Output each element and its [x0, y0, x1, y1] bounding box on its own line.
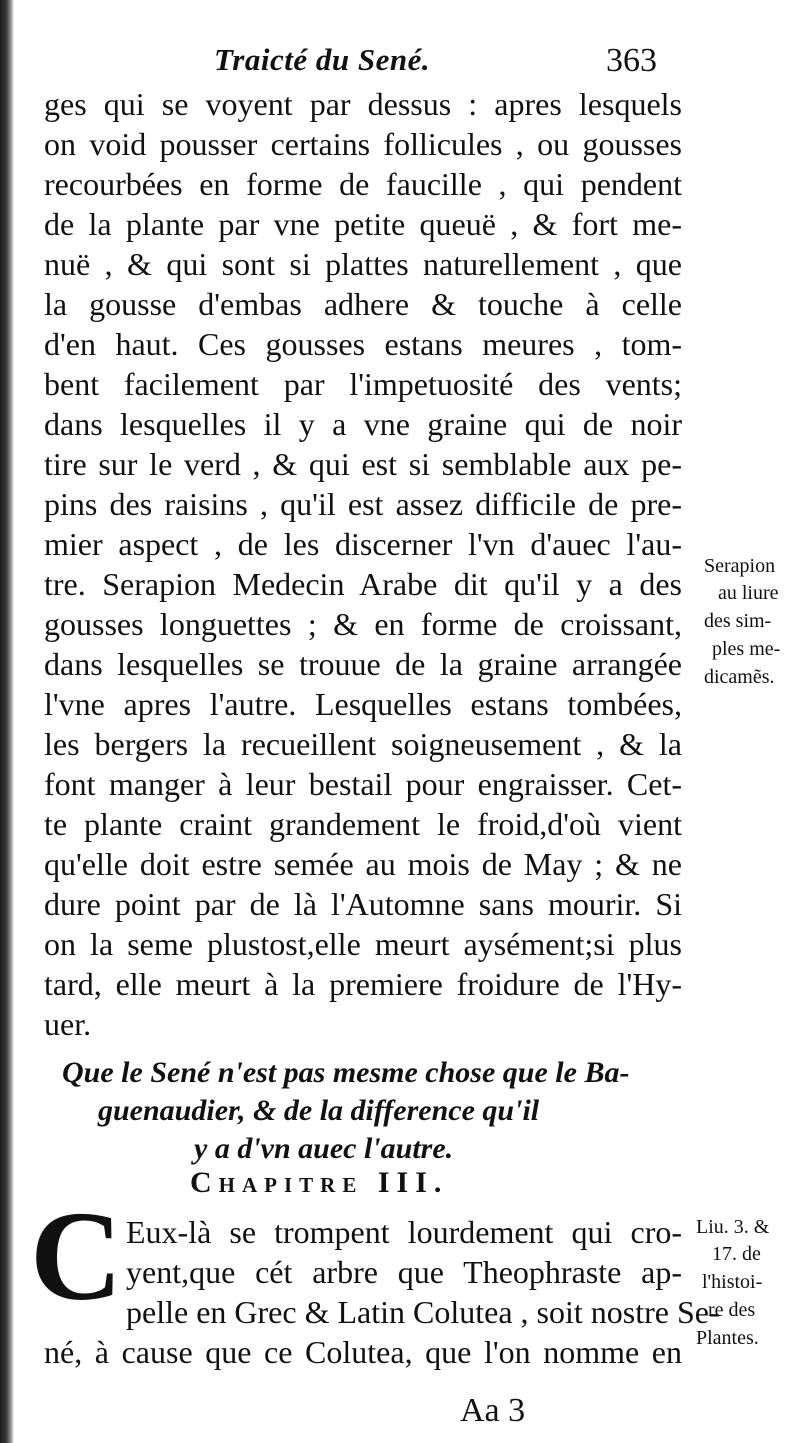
- body-line: ges qui se voyent par dessus : apres lesquels: [44, 86, 682, 122]
- body-line: dure point par de là l'Automne sans mourir. Si: [44, 886, 682, 922]
- body-line: d'en haut. Ces gousses estans meures , tom-: [44, 326, 682, 362]
- margin-note-line: Plantes.: [696, 1327, 759, 1349]
- body-line: te plante craint grandement le froid,d'où vient: [44, 806, 682, 842]
- margin-note-line: l'histoi-: [702, 1271, 763, 1293]
- chapter-line: né, à cause que ce Colutea, que l'on nomme en: [44, 1334, 682, 1370]
- section-heading-line: guenaudier, & de la difference qu'il: [98, 1094, 540, 1127]
- binding-shadow: [0, 0, 14, 1443]
- section-heading-line: y a d'vn auec l'autre.: [194, 1132, 454, 1165]
- chapter-line: pelle en Grec & Latin Colutea , soit nostre Se-: [126, 1294, 720, 1330]
- body-line: les bergers la recueillent soigneusement , & la: [44, 726, 682, 762]
- body-line: tre. Serapion Medecin Arabe dit qu'il y a des: [44, 566, 682, 602]
- margin-note-line: re des: [708, 1299, 756, 1321]
- body-line: on void pousser certains follicules , ou gousses: [44, 126, 682, 162]
- chapter-line: yent,que cét arbre que Theophraste ap-: [126, 1254, 682, 1290]
- signature-mark: Aa 3: [460, 1392, 526, 1429]
- body-line: gousses longuettes ; & en forme de croissant,: [44, 606, 682, 642]
- body-line: bent facilement par l'impetuosité des vents;: [44, 366, 682, 402]
- body-line: uer.: [44, 1006, 92, 1042]
- body-line: la gousse d'embas adhere & touche à celle: [44, 286, 682, 322]
- chapter-title: Chapitre III.: [190, 1166, 449, 1199]
- body-line: nuë , & qui sont si plattes naturellement , que: [44, 246, 682, 282]
- body-line: l'vne apres l'autre. Lesquelles estans tombées,: [44, 686, 682, 722]
- body-line: dans lesquelles se trouue de la graine arrangée: [44, 646, 682, 682]
- body-line: de la plante par vne petite queuë , & fort me-: [44, 206, 682, 242]
- margin-note-line: ples me-: [712, 638, 781, 660]
- page-number: 363: [606, 42, 657, 79]
- margin-note-line: Serapion: [704, 555, 776, 577]
- running-title: Traicté du Sené.: [214, 42, 431, 77]
- body-line: dans lesquelles il y a vne graine qui de noir: [44, 406, 682, 442]
- margin-note-line: dicamẽs.: [704, 666, 775, 688]
- body-line: tire sur le verd , & qui est si semblable aux pe-: [44, 446, 682, 482]
- drop-cap: C: [30, 1185, 123, 1327]
- margin-note-line: des sim-: [704, 610, 772, 632]
- section-heading-line: Que le Sené n'est pas mesme chose que le Ba-: [62, 1056, 630, 1089]
- body-line: font manger à leur bestail pour engraisser. Cet-: [44, 766, 682, 802]
- chapter-line: Eux-là se trompent lourdement qui cro-: [126, 1214, 682, 1250]
- body-line: tard, elle meurt à la premiere froidure de l'Hy-: [44, 966, 682, 1002]
- body-line: qu'elle doit estre semée au mois de May ; & ne: [44, 846, 682, 882]
- body-line: on la seme plustost,elle meurt aysément;si plus: [44, 926, 682, 962]
- page-header: [214, 42, 684, 86]
- body-line: recourbées en forme de faucille , qui pendent: [44, 166, 682, 202]
- body-line: mier aspect , de les discerner l'vn d'auec l'au-: [44, 526, 682, 562]
- margin-note-line: 17. de: [712, 1243, 761, 1265]
- margin-note-line: au liure: [718, 582, 779, 604]
- margin-note-line: Liu. 3. &: [696, 1216, 770, 1238]
- body-line: pins des raisins , qu'il est assez difficile de pre-: [44, 486, 682, 522]
